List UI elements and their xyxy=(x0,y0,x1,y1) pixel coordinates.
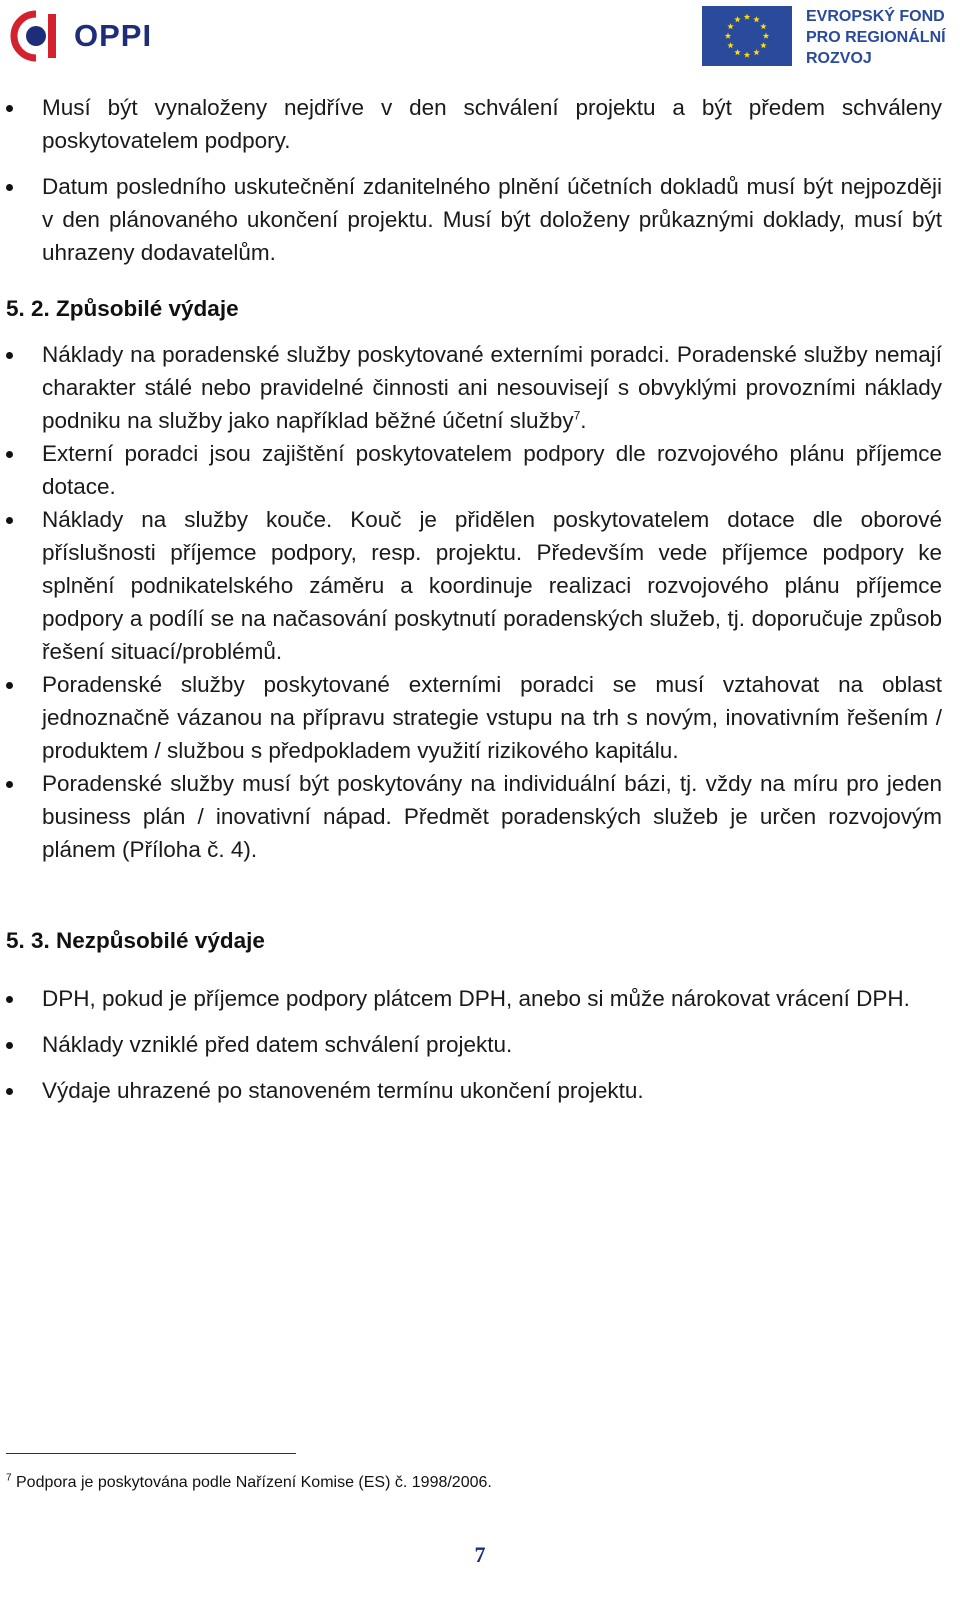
bullet-icon xyxy=(6,184,13,191)
section-heading-eligible: 5. 2. Způsobilé výdaje xyxy=(6,296,239,321)
bullet-icon xyxy=(6,352,13,359)
bullet-icon xyxy=(6,105,13,112)
list-item xyxy=(0,767,960,866)
bullet-icon xyxy=(6,451,13,458)
eu-fund-logo xyxy=(702,6,957,68)
ineligible-expenses-list xyxy=(0,982,960,1107)
eu-fund-line-3: ROZVOJ xyxy=(806,50,872,67)
list-item xyxy=(0,503,960,668)
list-item xyxy=(0,338,960,437)
list-item-text: DPH, pokud je příjemce podpory plátcem DPH, anebo si může nárokovat vrácení DPH. xyxy=(42,986,910,1011)
page-number: 7 xyxy=(474,1542,486,1567)
list-item-text: Poradenské služby poskytované externími poradci se musí vztahovat na oblast jednoznačně vázanou na přípravu strategie vstupu na trh s novým, inovativním řešením / produktem / službou s předpokladem využití rizikového kapitálu. xyxy=(42,672,942,763)
list-item-text: Externí poradci jsou zajištění poskytovatelem podpory dle rozvojového plánu příjemce dotace. xyxy=(42,441,942,499)
eligible-expenses-list xyxy=(0,338,960,866)
eu-flag-icon xyxy=(702,6,792,66)
oppi-logo xyxy=(10,10,160,62)
bullet-icon xyxy=(6,682,13,689)
page-header xyxy=(0,0,960,80)
oppi-logo-icon xyxy=(10,10,64,62)
list-item xyxy=(0,1028,960,1061)
list-item-text: Datum posledního uskutečnění zdanitelného plnění účetních dokladů musí být nejpozději v den plánovaného ukončení projektu. Musí být doloženy průkaznými doklady, musí být uhrazeny dodavatelům. xyxy=(42,174,942,265)
list-item-text: Náklady na služby kouče. Kouč je přidělen poskytovatelem dotace dle oborové příslušnosti příjemce podpory, resp. projektu. Především vede příjemce podpory ke splnění podnikatelského záměru a koordinuje realizaci rozvojového plánu příjemce podpory a podílí se na načasování poskytnutí poradenských služeb, tj. doporučuje způsob řešení situací/problémů. xyxy=(42,507,942,664)
bullet-icon xyxy=(6,517,13,524)
list-item xyxy=(0,170,960,269)
bullet-icon xyxy=(6,1088,13,1095)
footnote-text: Podpora je poskytována podle Nařízení Komise (ES) č. 1998/2006. xyxy=(11,1474,492,1491)
eu-fund-text xyxy=(806,6,958,69)
oppi-logo-text: OPPI xyxy=(74,18,153,53)
bullet-icon xyxy=(6,781,13,788)
section-heading-ineligible: 5. 3. Nezpůsobilé výdaje xyxy=(6,928,265,953)
list-item xyxy=(0,437,960,503)
bullet-icon xyxy=(6,996,13,1003)
list-item xyxy=(0,1074,960,1107)
footnote-reference[interactable]: 7 xyxy=(573,408,581,423)
eu-fund-line-1: EVROPSKÝ FOND xyxy=(806,8,945,25)
list-item-text: Musí být vynaloženy nejdříve v den schválení projektu a být předem schváleny poskytovatelem podpory. xyxy=(42,95,942,153)
list-item xyxy=(0,91,960,157)
list-item-text-end: . xyxy=(580,408,587,433)
list-item-text xyxy=(42,338,942,437)
list-item-text: Výdaje uhrazené po stanoveném termínu ukončení projektu. xyxy=(42,1078,644,1103)
document-body xyxy=(0,88,960,1107)
list-item-text-main: Náklady na poradenské služby poskytované externími poradci. Poradenské služby nemají charakter stálé nebo pravidelné činnosti ani nesouvisejí s obvyklými provozními náklady podniku na služby jako například běžné účetní služby xyxy=(42,342,942,433)
bullet-icon xyxy=(6,1042,13,1049)
footnote-divider xyxy=(6,1453,296,1454)
footnote-number: 7 xyxy=(6,1472,12,1484)
conditions-list xyxy=(0,91,960,269)
list-item-text: Poradenské služby musí být poskytovány na individuální bázi, tj. vždy na míru pro jeden business plán / inovativní nápad. Předmět poradenských služeb je určen rozvojovým plánem (Příloha č. 4). xyxy=(42,771,942,862)
list-item-text: Náklady vzniklé před datem schválení projektu. xyxy=(42,1032,513,1057)
list-item xyxy=(0,668,960,767)
list-item xyxy=(0,982,960,1015)
eu-fund-line-2: PRO REGIONÁLNÍ xyxy=(806,29,946,46)
footnote xyxy=(6,1474,492,1492)
